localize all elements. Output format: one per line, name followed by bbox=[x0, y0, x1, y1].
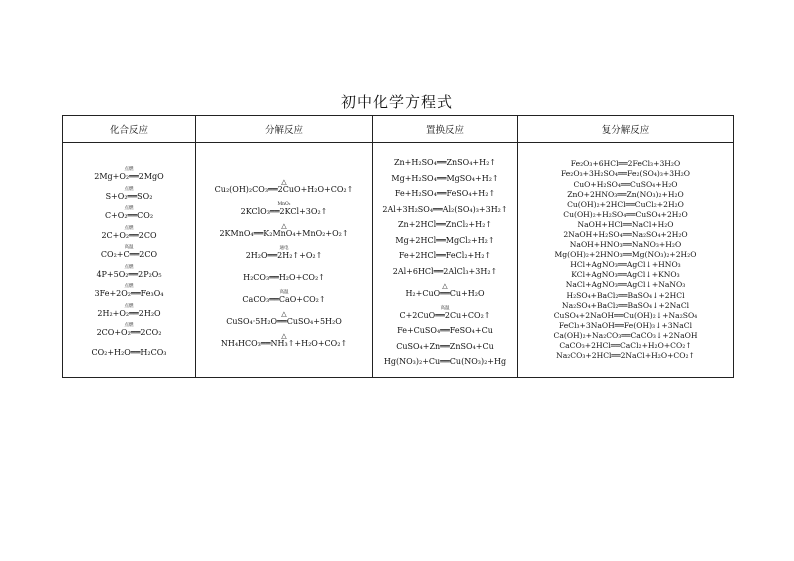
decomposition-list bbox=[215, 172, 354, 348]
equation-text: Fe+2HCl══FeCl₂+H₂↑ bbox=[398, 251, 492, 261]
reaction-condition: 点燃 bbox=[124, 303, 134, 309]
equation: NaCl+AgNO₃══AgCl↓+NaNO₃ bbox=[565, 280, 686, 290]
reaction-condition: △ bbox=[281, 310, 287, 318]
equation-text: Zn+2HCl══ZnCl₂+H₂↑ bbox=[398, 220, 492, 230]
equation bbox=[391, 175, 498, 183]
equation-line bbox=[382, 152, 507, 168]
equation: Fe₂O₃+6HCl══2FeCl₃+3H₂O bbox=[570, 159, 681, 169]
equation-text: 2KClO₃══2KCl+3O₂↑ bbox=[240, 207, 328, 216]
equation-line bbox=[91, 282, 166, 299]
header-row bbox=[63, 116, 734, 143]
equation bbox=[398, 221, 492, 229]
reaction-condition: 点燃 bbox=[124, 206, 134, 211]
equation-text: Fe+CuSO₄══FeSO₄+Cu bbox=[397, 326, 493, 336]
replacement-list bbox=[382, 152, 507, 367]
equation bbox=[241, 202, 328, 216]
equation-line bbox=[382, 260, 507, 276]
equation bbox=[384, 358, 506, 366]
equation bbox=[97, 323, 162, 337]
equation-line bbox=[554, 309, 698, 319]
equation: NaOH+HCl══NaCl+H₂O bbox=[577, 219, 674, 229]
equation: CaCO₃+2HCl══CaCl₂+H₂O+CO₂↑ bbox=[559, 341, 692, 351]
equation-text: Fe+H₂SO₄══FeSO₄+H₂↑ bbox=[394, 189, 496, 199]
equation: Na₂SO₄+BaCl₂══BaSO₄↓+2NaCl bbox=[561, 300, 690, 310]
combination-column bbox=[63, 143, 196, 378]
equation-line bbox=[382, 198, 507, 214]
equation-text: NH₄HCO₃══NH₃↑+H₂O+CO₂↑ bbox=[220, 339, 348, 348]
equation: 2NaOH+H₂SO₄══Na₂SO₄+2H₂O bbox=[563, 230, 688, 240]
reaction-condition: 点燃 bbox=[124, 186, 134, 192]
equation-line bbox=[382, 335, 507, 351]
equation-line bbox=[215, 172, 354, 194]
equation-line bbox=[91, 340, 166, 357]
equation-line bbox=[554, 319, 698, 329]
equation-line bbox=[91, 301, 166, 318]
reaction-condition: 高温 bbox=[279, 290, 289, 295]
header-double-decomposition: 复分解反应 bbox=[518, 116, 734, 143]
equation-text: 2Al+3H₂SO₄══Al₂(SO₄)₃+3H₂↑ bbox=[382, 204, 508, 214]
equation: Cu(OH)₂+2HCl══CuCl₂+2H₂O bbox=[567, 199, 684, 209]
reaction-condition: 点燃 bbox=[124, 323, 134, 328]
equation bbox=[394, 159, 496, 167]
equation-text: S+O₂══SO₂ bbox=[105, 191, 153, 201]
reaction-condition: △ bbox=[442, 281, 448, 290]
reaction-condition: 点燃 bbox=[124, 264, 134, 270]
equation bbox=[96, 265, 161, 279]
equation bbox=[399, 252, 491, 260]
equation-line bbox=[554, 168, 698, 178]
equation-line bbox=[215, 260, 354, 282]
equation bbox=[246, 246, 323, 260]
equation: FeCl₃+3NaOH══Fe(OH)₃↓+3NaCl bbox=[558, 320, 693, 330]
equation-line bbox=[215, 326, 354, 348]
equation-line bbox=[554, 329, 698, 339]
equation-text: C+2CuO══2Cu+CO₂↑ bbox=[399, 310, 491, 320]
reaction-condition: 高温 bbox=[124, 245, 134, 250]
equation-line bbox=[215, 282, 354, 304]
equation-line bbox=[91, 223, 166, 240]
equation-text: CuSO₄+Zn══ZnSO₄+Cu bbox=[396, 341, 494, 351]
equation-line bbox=[382, 351, 507, 367]
equation-line bbox=[382, 245, 507, 261]
equation-text: 2H₂+O₂══2H₂O bbox=[97, 308, 161, 318]
equation bbox=[396, 343, 494, 351]
equation-text: Mg+2HCl══MgCl₂+H₂↑ bbox=[395, 235, 495, 245]
equation bbox=[215, 178, 354, 194]
reaction-condition: 点燃 bbox=[124, 167, 134, 172]
equation bbox=[395, 190, 495, 198]
equation-line bbox=[382, 276, 507, 298]
equation-line bbox=[215, 238, 354, 260]
equation-line bbox=[91, 165, 166, 182]
equation-line bbox=[554, 350, 698, 360]
equation bbox=[405, 282, 484, 298]
equation bbox=[397, 327, 493, 335]
equation-text: H₂+CuO══Cu+H₂O bbox=[405, 288, 485, 298]
equation-text: 2C+O₂══2CO bbox=[101, 230, 157, 240]
equation bbox=[101, 245, 157, 259]
equation-line bbox=[554, 229, 698, 239]
equation-text: CO₂+C══2CO bbox=[100, 250, 158, 259]
equation-line bbox=[91, 204, 166, 221]
equation-text: Mg+H₂SO₄══MgSO₄+H₂↑ bbox=[391, 173, 499, 183]
equation-line bbox=[215, 194, 354, 216]
equation-line bbox=[382, 214, 507, 230]
equation-text: 2KMnO₄══K₂MnO₄+MnO₂+O₂↑ bbox=[219, 229, 349, 238]
equation bbox=[382, 206, 507, 214]
equation: HCl+AgNO₃══AgCl↓+HNO₃ bbox=[570, 260, 681, 270]
equation-line bbox=[382, 320, 507, 336]
decomposition-column bbox=[196, 143, 373, 378]
equation bbox=[226, 310, 342, 326]
equation: KCl+AgNO₃══AgCl↓+KNO₃ bbox=[571, 270, 680, 280]
reaction-condition: △ bbox=[281, 178, 287, 186]
equation-text: 3Fe+2O₂══Fe₃O₄ bbox=[94, 289, 164, 298]
equation-line bbox=[382, 167, 507, 183]
equation-text: C+O₂══CO₂ bbox=[104, 211, 154, 220]
reaction-condition: 高温 bbox=[440, 305, 450, 311]
equation: Na₂CO₃+2HCl══2NaCl+H₂O+CO₂↑ bbox=[556, 351, 695, 361]
equation bbox=[242, 290, 325, 304]
equation-text: 2H₂O══2H₂↑+O₂↑ bbox=[245, 251, 323, 260]
equation bbox=[94, 167, 163, 181]
equation bbox=[101, 226, 156, 240]
header-replacement: 置换反应 bbox=[373, 116, 518, 143]
reaction-condition: △ bbox=[281, 332, 287, 340]
equation-line bbox=[382, 183, 507, 199]
reaction-condition: △ bbox=[281, 222, 287, 230]
reaction-condition: MnO₂ bbox=[277, 202, 291, 207]
replacement-column bbox=[373, 143, 518, 378]
equation bbox=[221, 332, 347, 348]
reaction-condition: 点燃 bbox=[124, 284, 134, 289]
equation: CuSO₄+2NaOH══Cu(OH)₂↓+Na₂SO₄ bbox=[553, 310, 698, 320]
equation-line bbox=[554, 158, 698, 168]
equation-line bbox=[554, 178, 698, 188]
equation-text: 2Mg+O₂══2MgO bbox=[94, 172, 164, 181]
equation-line bbox=[554, 218, 698, 228]
equation-text: H₂CO₃══H₂O+CO₂↑ bbox=[243, 273, 325, 282]
equation bbox=[105, 206, 153, 220]
equation-line bbox=[554, 198, 698, 208]
reaction-condition: 点燃 bbox=[124, 225, 134, 231]
equation-line bbox=[91, 184, 166, 201]
equation bbox=[219, 222, 348, 238]
equation: H₂SO₄+BaCl₂══BaSO₄↓+2HCl bbox=[566, 290, 685, 300]
page-title: 初中化学方程式 bbox=[340, 93, 453, 111]
equation bbox=[97, 304, 160, 318]
equation bbox=[243, 274, 325, 282]
equation: Fe₂O₃+3H₂SO₄══Fe₂(SO₄)₃+3H₂O bbox=[560, 169, 691, 179]
equation-line bbox=[91, 321, 166, 338]
equation-text: 2Al+6HCl══2AlCl₃+3H₂↑ bbox=[392, 266, 498, 276]
equation bbox=[399, 306, 490, 320]
equation-text: Cu₂(OH)₂CO₃══2CuO+H₂O+CO₂↑ bbox=[214, 185, 354, 194]
equation-line bbox=[554, 249, 698, 259]
equation bbox=[95, 284, 164, 298]
equation: NaOH+HNO₃══NaNO₃+H₂O bbox=[569, 240, 682, 250]
combination-list bbox=[91, 162, 166, 357]
equation-line bbox=[215, 304, 354, 326]
equation: Ca(OH)₂+Na₂CO₃══CaCO₃↓+2NaOH bbox=[553, 330, 698, 340]
equation-line bbox=[554, 259, 698, 269]
equation-text: CuSO₄·5H₂O══CuSO₄+5H₂O bbox=[226, 317, 342, 326]
equation-line bbox=[382, 229, 507, 245]
reaction-condition: 通电 bbox=[279, 246, 289, 251]
equations-table bbox=[62, 115, 734, 378]
equation-line bbox=[554, 340, 698, 350]
equation-line bbox=[215, 216, 354, 238]
equation-text: CO₂+H₂O══H₂CO₃ bbox=[91, 347, 167, 357]
equation-line bbox=[554, 188, 698, 198]
double-decomposition-list bbox=[554, 158, 698, 360]
equation-line bbox=[554, 208, 698, 218]
equation bbox=[106, 187, 153, 201]
equation-text: Hg(NO₃)₂+Cu══Cu(NO₃)₂+Hg bbox=[383, 357, 507, 367]
equation bbox=[393, 268, 498, 276]
equation bbox=[395, 237, 494, 245]
body-row bbox=[63, 143, 734, 378]
equation: ZnO+2HNO₃══Zn(NO₃)₂+H₂O bbox=[567, 189, 684, 199]
equation-line bbox=[554, 269, 698, 279]
header-combination: 化合反应 bbox=[63, 116, 196, 143]
equation-line bbox=[91, 243, 166, 260]
equation-text: 4P+5O₂══2P₂O₅ bbox=[96, 269, 162, 279]
equation-text: CaCO₃══CaO+CO₂↑ bbox=[242, 295, 326, 304]
equation-line bbox=[554, 289, 698, 299]
equation: Cu(OH)₂+H₂SO₄══CuSO₄+2H₂O bbox=[563, 209, 688, 219]
equation-line bbox=[91, 262, 166, 279]
header-decomposition: 分解反应 bbox=[196, 116, 373, 143]
double-decomposition-column bbox=[518, 143, 734, 378]
equation-line bbox=[554, 239, 698, 249]
equation-line bbox=[554, 279, 698, 289]
equation: Mg(OH)₂+2HNO₃══Mg(NO₃)₂+2H₂O bbox=[554, 250, 697, 260]
equation: CuO+H₂SO₄══CuSO₄+H₂O bbox=[573, 179, 678, 189]
equation-text: Zn+H₂SO₄══ZnSO₄+H₂↑ bbox=[393, 158, 496, 168]
equation-line bbox=[554, 299, 698, 309]
equation bbox=[91, 349, 166, 357]
equation-text: 2CO+O₂══2CO₂ bbox=[96, 328, 162, 337]
equation-line bbox=[382, 298, 507, 320]
